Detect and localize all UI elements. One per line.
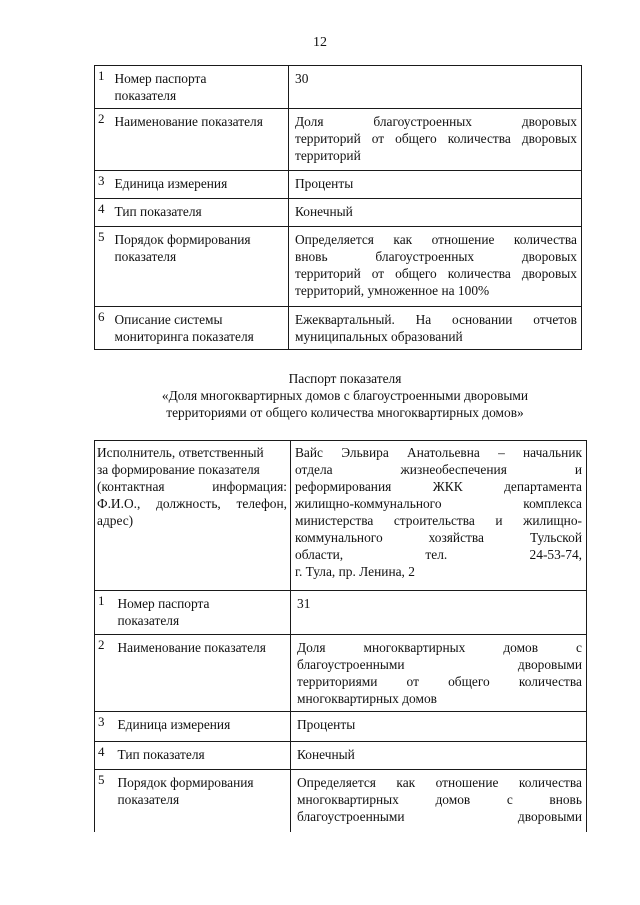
row-number: 2 bbox=[98, 637, 105, 652]
indicator-row bbox=[95, 635, 587, 712]
indicator-attribute-value bbox=[291, 591, 587, 635]
passport-heading bbox=[110, 370, 580, 421]
row-number-cell bbox=[95, 66, 111, 109]
attribute-name-line: Порядок формирования bbox=[117, 775, 254, 790]
indicator-row bbox=[95, 171, 582, 199]
indicator-attribute-name bbox=[111, 227, 289, 307]
executor-value-line: Вайс Эльвира Анатольевна – начальник bbox=[295, 445, 582, 460]
executor-value-line: жилищно-коммунального комплекса bbox=[295, 496, 582, 511]
indicator-attribute-value bbox=[289, 109, 582, 171]
indicator-attribute-name bbox=[114, 591, 291, 635]
row-number: 4 bbox=[98, 201, 105, 216]
indicator-attribute-name bbox=[111, 199, 289, 227]
row-number-cell bbox=[95, 227, 111, 307]
attribute-value-line: благоустроенными дворовыми bbox=[297, 657, 582, 672]
row-number-cell bbox=[95, 109, 111, 171]
attribute-value-line: 30 bbox=[295, 71, 309, 86]
attribute-value-line: вновь благоустроенных дворовых bbox=[295, 249, 577, 264]
indicator-attribute-name bbox=[111, 109, 289, 171]
indicator-attribute-value bbox=[289, 307, 582, 350]
attribute-name-line: мониторинга показателя bbox=[114, 329, 254, 344]
indicator-row bbox=[95, 307, 582, 350]
indicator-attribute-name bbox=[114, 770, 291, 832]
indicator-attribute-name bbox=[111, 171, 289, 199]
row-number: 5 bbox=[98, 229, 105, 244]
indicator-attribute-name bbox=[111, 307, 289, 350]
attribute-value-line: 31 bbox=[297, 596, 311, 611]
indicator-attribute-value bbox=[291, 742, 587, 770]
attribute-value-line: территорий от общего количества дворовых bbox=[295, 266, 577, 281]
attribute-name-line: Тип показателя bbox=[114, 204, 202, 219]
attribute-name-line: Наименование показателя bbox=[114, 114, 263, 129]
attribute-value-line: территорий от общего количества дворовых bbox=[295, 131, 577, 146]
attribute-value-line: территорий bbox=[295, 148, 361, 163]
attribute-name-line: Порядок формирования bbox=[114, 232, 251, 247]
attribute-value-line: многоквартирных домов с вновь bbox=[297, 792, 582, 807]
indicator-attribute-value bbox=[289, 66, 582, 109]
attribute-value-line: Доля благоустроенных дворовых bbox=[295, 114, 577, 129]
indicator-attribute-name bbox=[114, 635, 291, 712]
attribute-name-line: Номер паспорта bbox=[117, 596, 210, 611]
row-number-cell bbox=[95, 199, 111, 227]
attribute-value-line: Проценты bbox=[295, 176, 354, 191]
indicator-attribute-name bbox=[114, 742, 291, 770]
attribute-name-line: Тип показателя bbox=[117, 747, 205, 762]
row-number: 2 bbox=[98, 111, 105, 126]
executor-value-line: реформирования ЖКК департамента bbox=[295, 479, 582, 494]
indicator-passport-table-31 bbox=[94, 440, 587, 832]
passport-heading-title: Паспорт показателя bbox=[288, 371, 402, 386]
attribute-value-line: Определяется как отношение количества bbox=[297, 775, 582, 790]
indicator-attribute-name bbox=[114, 712, 291, 742]
attribute-name-line: показателя bbox=[117, 613, 180, 628]
row-number: 3 bbox=[98, 714, 105, 729]
executor-label-line: за формирование показателя bbox=[97, 462, 260, 477]
attribute-name-line: Номер паспорта bbox=[114, 71, 207, 86]
row-number: 4 bbox=[98, 744, 105, 759]
attribute-value-line: многоквартирных домов bbox=[297, 691, 437, 706]
attribute-name-line: Единица измерения bbox=[114, 176, 228, 191]
indicator-attribute-value bbox=[289, 199, 582, 227]
attribute-value-line: территорий, умноженное на 100% bbox=[295, 283, 490, 298]
executor-label-line: Исполнитель, ответственный bbox=[97, 445, 264, 460]
row-number-cell bbox=[95, 635, 114, 712]
executor-label-line: адрес) bbox=[97, 513, 134, 528]
indicator-passport-table-30 bbox=[94, 65, 582, 350]
attribute-name-line: показателя bbox=[114, 249, 177, 264]
row-number-cell bbox=[95, 770, 114, 832]
attribute-value-line: Определяется как отношение количества bbox=[295, 232, 577, 247]
indicator-row bbox=[95, 199, 582, 227]
attribute-name-line: Наименование показателя bbox=[117, 640, 266, 655]
attribute-name-line: Описание системы bbox=[114, 312, 223, 327]
attribute-name-line: показателя bbox=[117, 792, 180, 807]
indicator-row bbox=[95, 66, 582, 109]
attribute-value-line: Проценты bbox=[297, 717, 356, 732]
executor-value-line: области, тел. 24-53-74, bbox=[295, 547, 582, 562]
passport-heading-indicator-line2: территориями от общего количества многоквартирных домов» bbox=[166, 405, 524, 420]
executor-value-cell bbox=[291, 441, 587, 591]
executor-value-line: коммунального хозяйства Тульской bbox=[295, 530, 582, 545]
executor-label-line: (контактная информация: bbox=[97, 479, 287, 494]
row-number-cell bbox=[95, 171, 111, 199]
indicator-row bbox=[95, 227, 582, 307]
indicator-attribute-value bbox=[289, 171, 582, 199]
row-number: 6 bbox=[98, 309, 105, 324]
passport-heading-indicator-line1: «Доля многоквартирных домов с благоустроенными дворовыми bbox=[161, 388, 529, 403]
attribute-value-line: муниципальных образований bbox=[295, 329, 463, 344]
attribute-value-line: территориями от общего количества bbox=[297, 674, 582, 689]
indicator-attribute-value bbox=[289, 227, 582, 307]
row-number-cell bbox=[95, 307, 111, 350]
executor-value-line: министерства строительства и жилищно- bbox=[295, 513, 582, 528]
executor-row bbox=[95, 441, 587, 591]
indicator-row bbox=[95, 591, 587, 635]
indicator-attribute-value bbox=[291, 635, 587, 712]
indicator-row bbox=[95, 742, 587, 770]
attribute-name-line: Единица измерения bbox=[117, 717, 231, 732]
attribute-value-line: Конечный bbox=[295, 204, 353, 219]
row-number-cell bbox=[95, 712, 114, 742]
executor-label-line: Ф.И.О., должность, телефон, bbox=[97, 496, 287, 511]
indicator-attribute-name bbox=[111, 66, 289, 109]
row-number: 3 bbox=[98, 173, 105, 188]
executor-value-line: г. Тула, пр. Ленина, 2 bbox=[295, 564, 415, 579]
row-number-cell bbox=[95, 591, 114, 635]
row-number: 5 bbox=[98, 772, 105, 787]
row-number: 1 bbox=[98, 68, 105, 83]
attribute-value-line: Ежеквартальный. На основании отчетов bbox=[295, 312, 577, 327]
attribute-value-line: Доля многоквартирных домов с bbox=[297, 640, 582, 655]
indicator-row bbox=[95, 109, 582, 171]
row-number-cell bbox=[95, 742, 114, 770]
page-number: 12 bbox=[313, 35, 327, 50]
attribute-value-line: Конечный bbox=[297, 747, 355, 762]
attribute-value-line: благоустроенными дворовыми bbox=[297, 809, 582, 824]
indicator-row bbox=[95, 712, 587, 742]
indicator-attribute-value bbox=[291, 770, 587, 832]
executor-value-line: отдела жизнеобеспечения и bbox=[295, 462, 582, 477]
indicator-attribute-value bbox=[291, 712, 587, 742]
executor-label-cell bbox=[95, 441, 291, 591]
indicator-row bbox=[95, 770, 587, 832]
attribute-name-line: показателя bbox=[114, 88, 177, 103]
row-number: 1 bbox=[98, 593, 105, 608]
